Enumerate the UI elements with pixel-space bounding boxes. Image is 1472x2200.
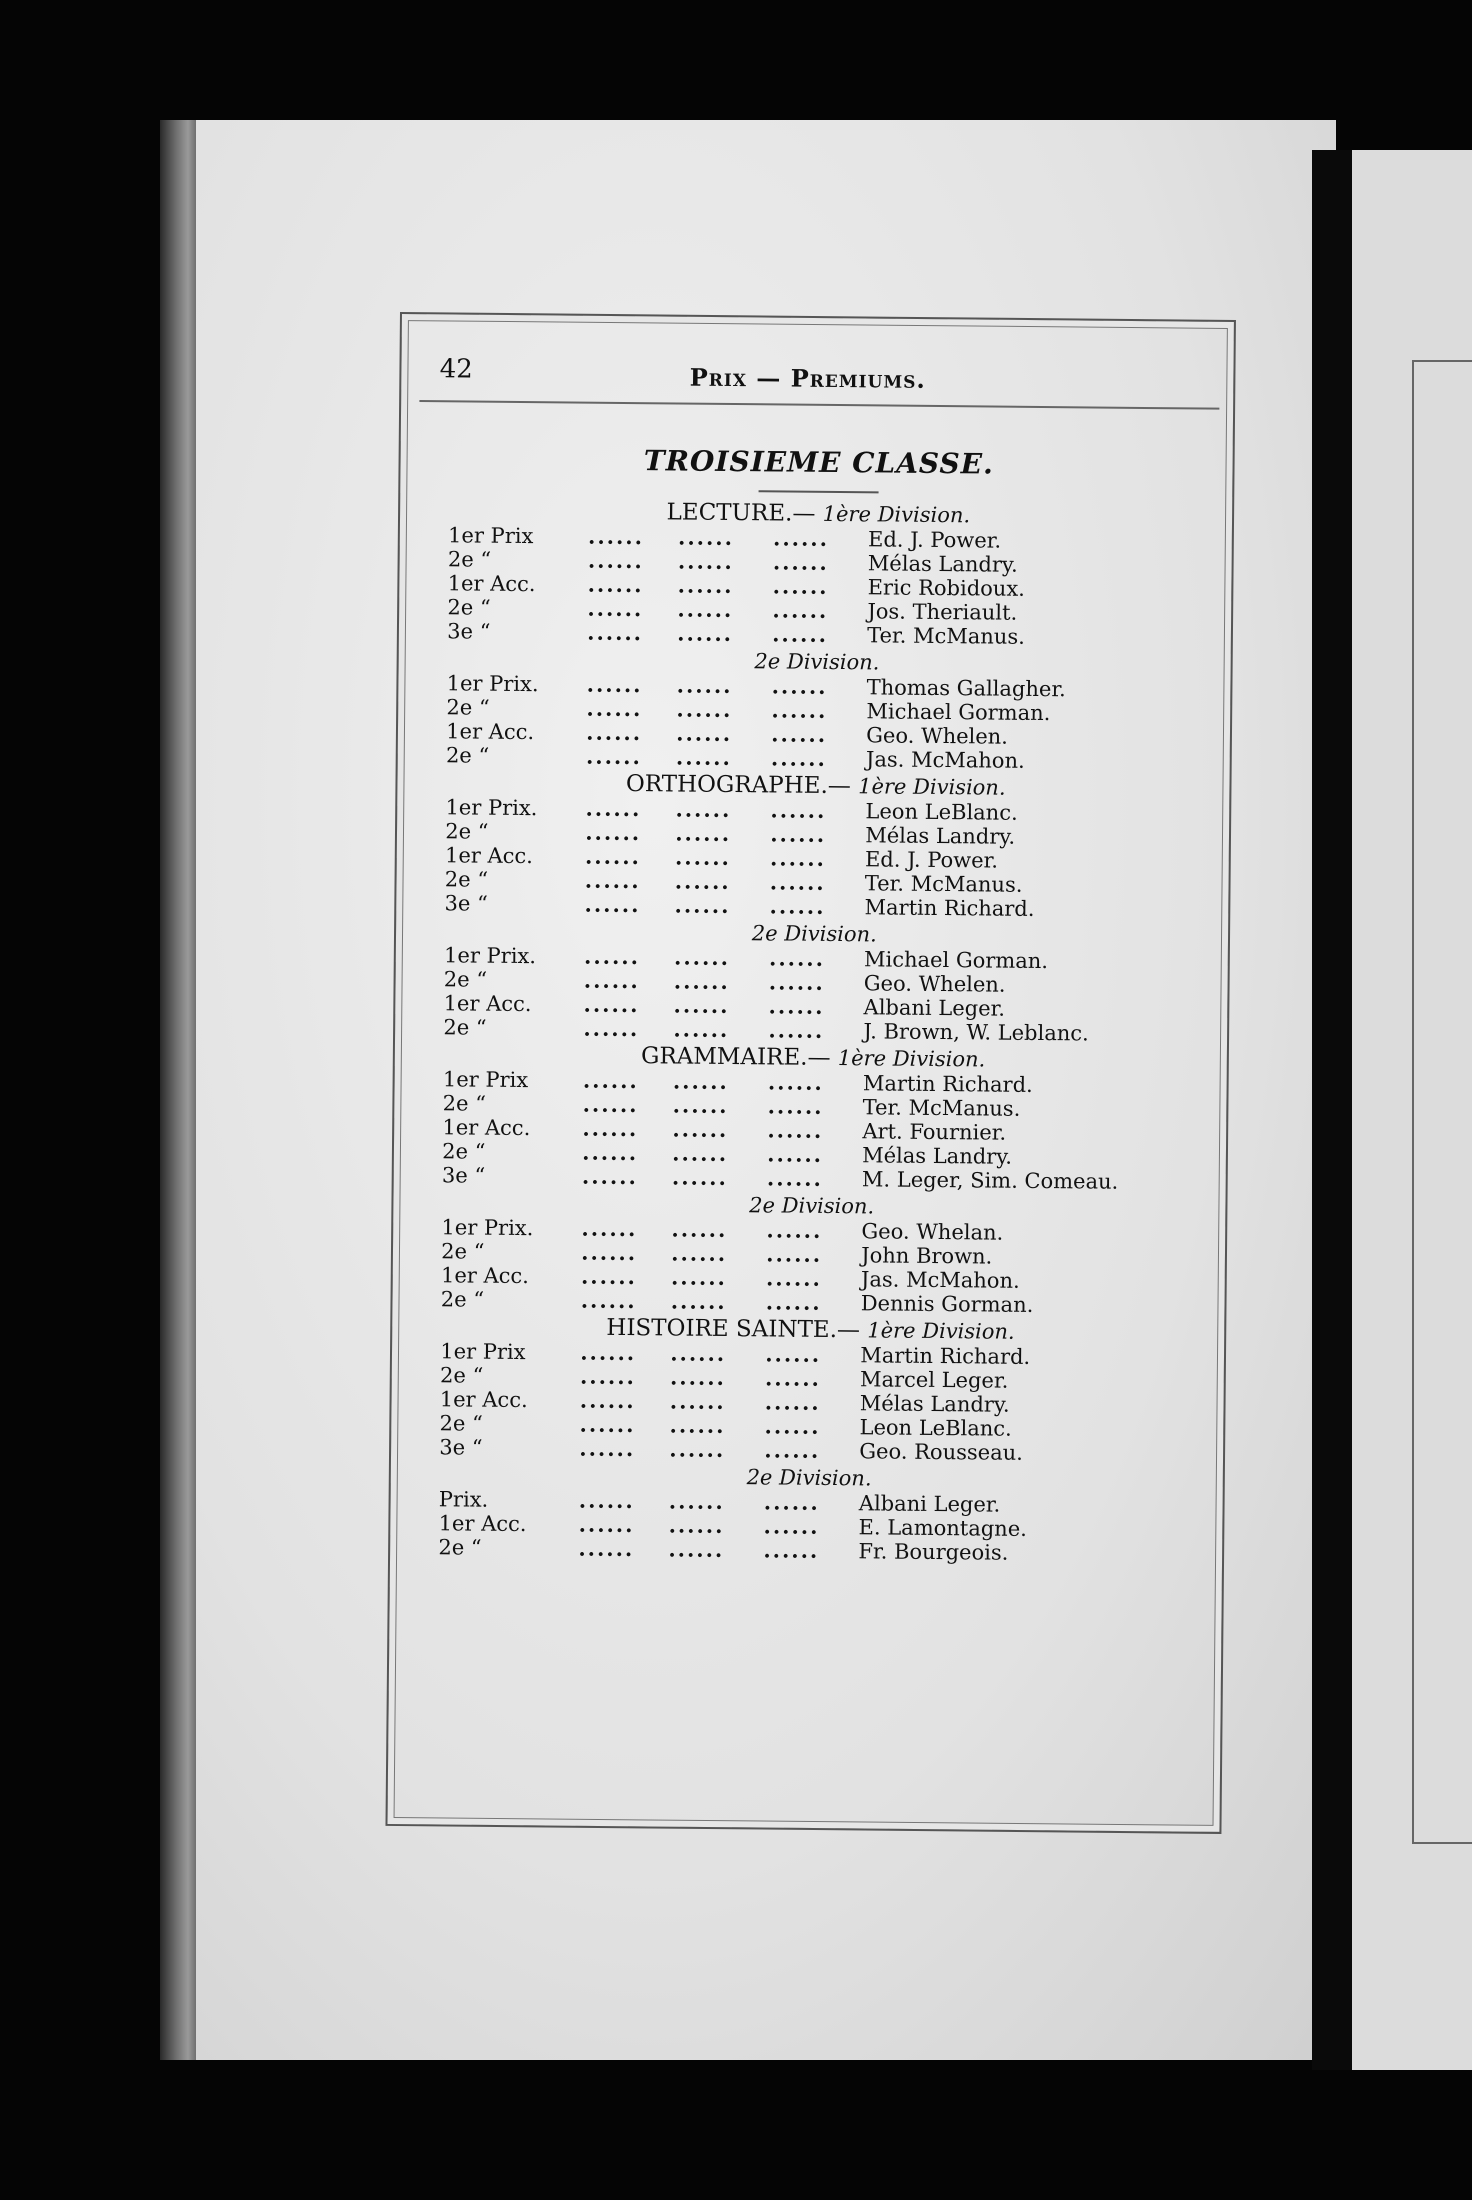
leader-dots: ...... bbox=[583, 991, 640, 1018]
prize-rank: 1er Prix bbox=[442, 1067, 529, 1093]
prize-rank: 1er Acc. bbox=[440, 1263, 530, 1289]
leader-dots: ...... bbox=[673, 944, 731, 971]
leader-dots: ...... bbox=[672, 1092, 729, 1118]
leader-dots: ...... bbox=[668, 1512, 725, 1538]
leader-dots: ...... bbox=[580, 1263, 638, 1290]
leader-dots: ...... bbox=[772, 549, 829, 575]
leader-dots: ...... bbox=[668, 1488, 725, 1514]
winner-name: John Brown. bbox=[861, 1243, 993, 1269]
winner-name: Geo. Whelen. bbox=[863, 971, 1006, 997]
leader-dots: ...... bbox=[764, 1413, 821, 1439]
prize-section bbox=[409, 1313, 1210, 1467]
winner-name: Ter. McManus. bbox=[867, 623, 1025, 649]
leader-dots: ...... bbox=[766, 1165, 823, 1191]
prize-section bbox=[414, 769, 1215, 923]
leader-dots: ...... bbox=[579, 1411, 636, 1438]
subject-title: HISTOIRE SAINTE.— bbox=[606, 1314, 861, 1344]
prize-section bbox=[416, 645, 1217, 775]
winner-name: Thomas Gallagher. bbox=[866, 675, 1066, 702]
leader-dots: ...... bbox=[677, 620, 734, 647]
prize-rank: 2e “ bbox=[442, 1091, 486, 1116]
winner-name: J. Brown, W. Leblanc. bbox=[863, 1019, 1089, 1046]
running-head bbox=[419, 340, 1220, 410]
leader-dots: ...... bbox=[675, 796, 732, 823]
leader-dots: ...... bbox=[677, 596, 734, 623]
division-label: 1ère Division. bbox=[837, 1046, 986, 1072]
leader-dots: ...... bbox=[582, 1139, 639, 1166]
prize-rank: 2e “ bbox=[445, 819, 489, 844]
leader-dots: ...... bbox=[670, 1264, 728, 1290]
leader-dots: ...... bbox=[772, 621, 829, 647]
leader-dots: ...... bbox=[668, 1536, 725, 1562]
leader-dots: ...... bbox=[587, 571, 644, 598]
leader-dots: ...... bbox=[766, 1217, 823, 1243]
leader-dots: ...... bbox=[671, 1164, 728, 1190]
winner-name: Marcel Leger. bbox=[859, 1367, 1009, 1393]
subject-title: ORTHOGRAPHE.— bbox=[625, 770, 851, 800]
leader-dots: ...... bbox=[587, 547, 644, 574]
prize-rank: 3e “ bbox=[441, 1163, 486, 1188]
leader-dots: ...... bbox=[671, 1216, 728, 1242]
leader-dots: ...... bbox=[771, 697, 828, 723]
leader-dots: ...... bbox=[582, 1067, 639, 1094]
leader-dots: ...... bbox=[676, 696, 733, 723]
division-label: 1ère Division. bbox=[822, 501, 971, 528]
leader-dots: ...... bbox=[677, 548, 734, 575]
leader-dots: ...... bbox=[670, 1288, 727, 1314]
winner-name: Jas. McMahon. bbox=[860, 1267, 1020, 1293]
leader-dots: ...... bbox=[586, 695, 643, 722]
prize-rank: 2e “ bbox=[447, 595, 491, 620]
leader-dots: ...... bbox=[669, 1412, 726, 1438]
leader-dots: ...... bbox=[767, 1093, 824, 1119]
leader-dots: ...... bbox=[672, 1068, 729, 1094]
winner-name: Dennis Gorman. bbox=[860, 1291, 1034, 1317]
prize-rank: 1er Acc. bbox=[443, 991, 532, 1017]
prize-rank: 2e “ bbox=[443, 967, 488, 992]
leader-dots: ...... bbox=[771, 721, 828, 747]
prize-rank: 2e “ bbox=[442, 1139, 486, 1164]
winner-name: Leon LeBlanc. bbox=[859, 1415, 1012, 1441]
leader-dots: ...... bbox=[766, 1241, 823, 1267]
leader-dots: ...... bbox=[768, 969, 825, 995]
winner-name: Ter. McManus. bbox=[864, 871, 1023, 897]
division-heading: 2e Division. bbox=[749, 1193, 875, 1219]
winner-name: Geo. Whelan. bbox=[861, 1219, 1004, 1245]
leader-dots: ...... bbox=[772, 573, 829, 599]
winner-name: Mélas Landry. bbox=[865, 823, 1016, 849]
leader-dots: ...... bbox=[583, 1015, 640, 1042]
leader-dots: ...... bbox=[769, 893, 826, 919]
prize-rank: 3e “ bbox=[444, 891, 488, 916]
leader-dots: ...... bbox=[585, 819, 642, 846]
book-spine bbox=[160, 120, 200, 2060]
leader-dots: ...... bbox=[764, 1437, 821, 1463]
leader-dots: ...... bbox=[674, 892, 731, 919]
winner-name: Mélas Landry. bbox=[867, 551, 1018, 577]
prize-rank: 2e “ bbox=[445, 743, 490, 768]
leader-dots: ...... bbox=[767, 1141, 824, 1167]
prize-rank: 1er Acc. bbox=[447, 571, 536, 597]
leader-dots: ...... bbox=[669, 1364, 727, 1390]
leader-dots: ...... bbox=[581, 1163, 638, 1190]
leader-dots: ...... bbox=[675, 744, 733, 771]
leader-dots: ...... bbox=[765, 1341, 822, 1367]
leader-dots: ...... bbox=[673, 992, 730, 1019]
prize-rank: Prix. bbox=[438, 1487, 489, 1512]
leader-dots: ...... bbox=[770, 745, 827, 771]
adjacent-page-frame bbox=[1412, 360, 1472, 1844]
leader-dots: ...... bbox=[581, 1215, 638, 1242]
page-gutter bbox=[1312, 150, 1352, 2070]
winner-name: Jos. Theriault. bbox=[867, 599, 1018, 625]
leader-dots: ...... bbox=[772, 597, 829, 623]
leader-dots: ...... bbox=[670, 1340, 727, 1366]
leader-dots: ...... bbox=[587, 595, 644, 622]
winner-name: Jas. McMahon. bbox=[865, 747, 1025, 773]
leader-dots: ...... bbox=[673, 1016, 730, 1042]
leader-dots: ...... bbox=[676, 672, 733, 699]
leader-dots: ...... bbox=[771, 673, 828, 699]
winner-name: Martin Richard. bbox=[862, 1071, 1033, 1097]
winner-name: Mélas Landry. bbox=[859, 1391, 1010, 1417]
leader-dots: ...... bbox=[677, 572, 734, 599]
leader-dots: ...... bbox=[580, 1339, 637, 1366]
leader-dots: ...... bbox=[765, 1289, 822, 1315]
prize-section bbox=[417, 497, 1218, 651]
prize-rank: 3e “ bbox=[439, 1435, 483, 1460]
leader-dots: ...... bbox=[763, 1489, 820, 1515]
prize-section bbox=[408, 1461, 1209, 1567]
subject-title: GRAMMAIRE.— bbox=[640, 1043, 831, 1071]
leader-dots: ...... bbox=[579, 1435, 636, 1462]
division-heading: 2e Division. bbox=[751, 921, 877, 947]
prize-rank: 2e “ bbox=[441, 1239, 485, 1264]
leader-dots: ...... bbox=[585, 743, 643, 770]
leader-dots: ...... bbox=[767, 1069, 824, 1095]
winner-name: Michael Gorman. bbox=[863, 947, 1049, 974]
prize-section bbox=[411, 1189, 1212, 1319]
prize-rank: 1er Prix. bbox=[441, 1215, 534, 1241]
prize-rank: 1er Prix. bbox=[443, 943, 537, 969]
leader-dots: ...... bbox=[579, 1387, 636, 1414]
winner-name: Eric Robidoux. bbox=[867, 575, 1026, 601]
leader-dots: ...... bbox=[768, 1017, 825, 1043]
prize-section bbox=[412, 1041, 1213, 1195]
winner-name: Ed. J. Power. bbox=[867, 527, 1002, 553]
leader-dots: ...... bbox=[676, 720, 733, 747]
leader-dots: ...... bbox=[669, 1388, 726, 1414]
division-label: 1ère Division. bbox=[867, 1318, 1015, 1344]
leader-dots: ...... bbox=[764, 1389, 821, 1415]
prize-rank: 2e “ bbox=[446, 695, 490, 720]
prize-rank: 2e “ bbox=[447, 547, 492, 572]
leader-dots: ...... bbox=[769, 869, 826, 895]
leader-dots: ...... bbox=[765, 1265, 823, 1291]
leader-dots: ...... bbox=[672, 1116, 729, 1142]
leader-dots: ...... bbox=[585, 795, 642, 822]
leader-dots: ...... bbox=[584, 843, 642, 870]
division-heading: 2e Division. bbox=[746, 1465, 872, 1491]
leader-dots: ...... bbox=[584, 891, 641, 918]
page-content bbox=[408, 340, 1220, 1567]
prize-rank: 1er Prix bbox=[440, 1339, 526, 1365]
leader-dots: ...... bbox=[763, 1513, 820, 1539]
winner-name: Art. Fournier. bbox=[862, 1119, 1007, 1145]
leader-dots: ...... bbox=[579, 1363, 637, 1390]
winner-name: E. Lamontagne. bbox=[858, 1515, 1027, 1541]
leader-dots: ...... bbox=[583, 943, 641, 970]
leader-dots: ...... bbox=[772, 525, 830, 551]
prize-section bbox=[413, 917, 1214, 1047]
leader-dots: ...... bbox=[588, 523, 645, 550]
prize-rank: 3e “ bbox=[447, 619, 491, 644]
leader-dots: ...... bbox=[587, 619, 644, 646]
class-title: TROISIEME CLASSE. bbox=[643, 444, 994, 481]
leader-dots: ...... bbox=[768, 993, 825, 1019]
winner-name: Mélas Landry. bbox=[862, 1143, 1013, 1169]
prize-rank: 2e “ bbox=[443, 1015, 487, 1040]
prize-rank: 1er Acc. bbox=[444, 843, 534, 869]
prize-rank: 1er Acc. bbox=[438, 1511, 527, 1537]
leader-dots: ...... bbox=[671, 1240, 728, 1266]
leader-dots: ...... bbox=[669, 1436, 726, 1462]
leader-dots: ...... bbox=[583, 967, 640, 994]
prize-sections bbox=[408, 497, 1218, 1567]
prize-rank: 2e “ bbox=[444, 867, 489, 892]
leader-dots: ...... bbox=[673, 968, 730, 995]
prize-rank: 2e “ bbox=[438, 1535, 482, 1560]
winner-name: Michael Gorman. bbox=[866, 699, 1051, 726]
leader-dots: ...... bbox=[578, 1535, 635, 1562]
winner-name: Martin Richard. bbox=[860, 1343, 1031, 1369]
winner-name: Ed. J. Power. bbox=[864, 847, 999, 873]
leader-dots: ...... bbox=[586, 719, 643, 746]
leader-dots: ...... bbox=[581, 1239, 638, 1266]
leader-dots: ...... bbox=[674, 844, 732, 871]
prize-rank: 2e “ bbox=[439, 1411, 483, 1436]
division-label: 1ère Division. bbox=[858, 774, 1006, 800]
winner-name: Albani Leger. bbox=[863, 995, 1006, 1021]
prize-rank: 2e “ bbox=[440, 1287, 485, 1312]
winner-name: M. Leger, Sim. Comeau. bbox=[861, 1167, 1119, 1194]
leader-dots: ...... bbox=[582, 1091, 639, 1118]
leader-dots: ...... bbox=[768, 945, 826, 971]
leader-dots: ...... bbox=[770, 797, 827, 823]
leader-dots: ...... bbox=[578, 1487, 635, 1514]
prize-rank: 1er Prix. bbox=[446, 671, 539, 697]
winner-name: Fr. Bourgeois. bbox=[858, 1539, 1009, 1565]
prize-rank: 1er Prix bbox=[448, 523, 534, 549]
prize-rank: 1er Acc. bbox=[446, 719, 535, 745]
leader-dots: ...... bbox=[770, 821, 827, 847]
leader-dots: ...... bbox=[769, 845, 827, 871]
leader-dots: ...... bbox=[675, 820, 732, 847]
prize-rank: 2e “ bbox=[439, 1363, 484, 1388]
winner-name: Ter. McManus. bbox=[862, 1095, 1021, 1121]
winner-name: Martin Richard. bbox=[864, 895, 1035, 921]
leader-dots: ...... bbox=[767, 1117, 824, 1143]
winner-name: Leon LeBlanc. bbox=[865, 799, 1018, 825]
subject-title: LECTURE.— bbox=[666, 499, 816, 527]
leader-dots: ...... bbox=[678, 524, 735, 551]
leader-dots: ...... bbox=[672, 1140, 729, 1166]
leader-dots: ...... bbox=[586, 671, 643, 698]
prize-rank: 1er Prix. bbox=[445, 795, 538, 821]
leader-dots: ...... bbox=[578, 1511, 635, 1538]
leader-dots: ...... bbox=[582, 1115, 639, 1142]
winner-name: Geo. Whelen. bbox=[866, 723, 1009, 749]
winner-name: Albani Leger. bbox=[858, 1491, 1001, 1517]
leader-dots: ...... bbox=[674, 868, 731, 895]
leader-dots: ...... bbox=[764, 1365, 822, 1391]
leader-dots: ...... bbox=[763, 1537, 820, 1563]
leader-dots: ...... bbox=[580, 1287, 637, 1314]
leader-dots: ...... bbox=[584, 867, 641, 894]
prize-rank: 1er Acc. bbox=[439, 1387, 528, 1413]
page-number: 42 bbox=[439, 354, 473, 385]
division-heading: 2e Division. bbox=[754, 649, 880, 675]
winner-name: Geo. Rousseau. bbox=[859, 1439, 1023, 1465]
prize-rank: 1er Acc. bbox=[442, 1115, 531, 1141]
title-rule bbox=[759, 490, 879, 493]
running-title: Prix — Premiums. bbox=[689, 362, 927, 394]
